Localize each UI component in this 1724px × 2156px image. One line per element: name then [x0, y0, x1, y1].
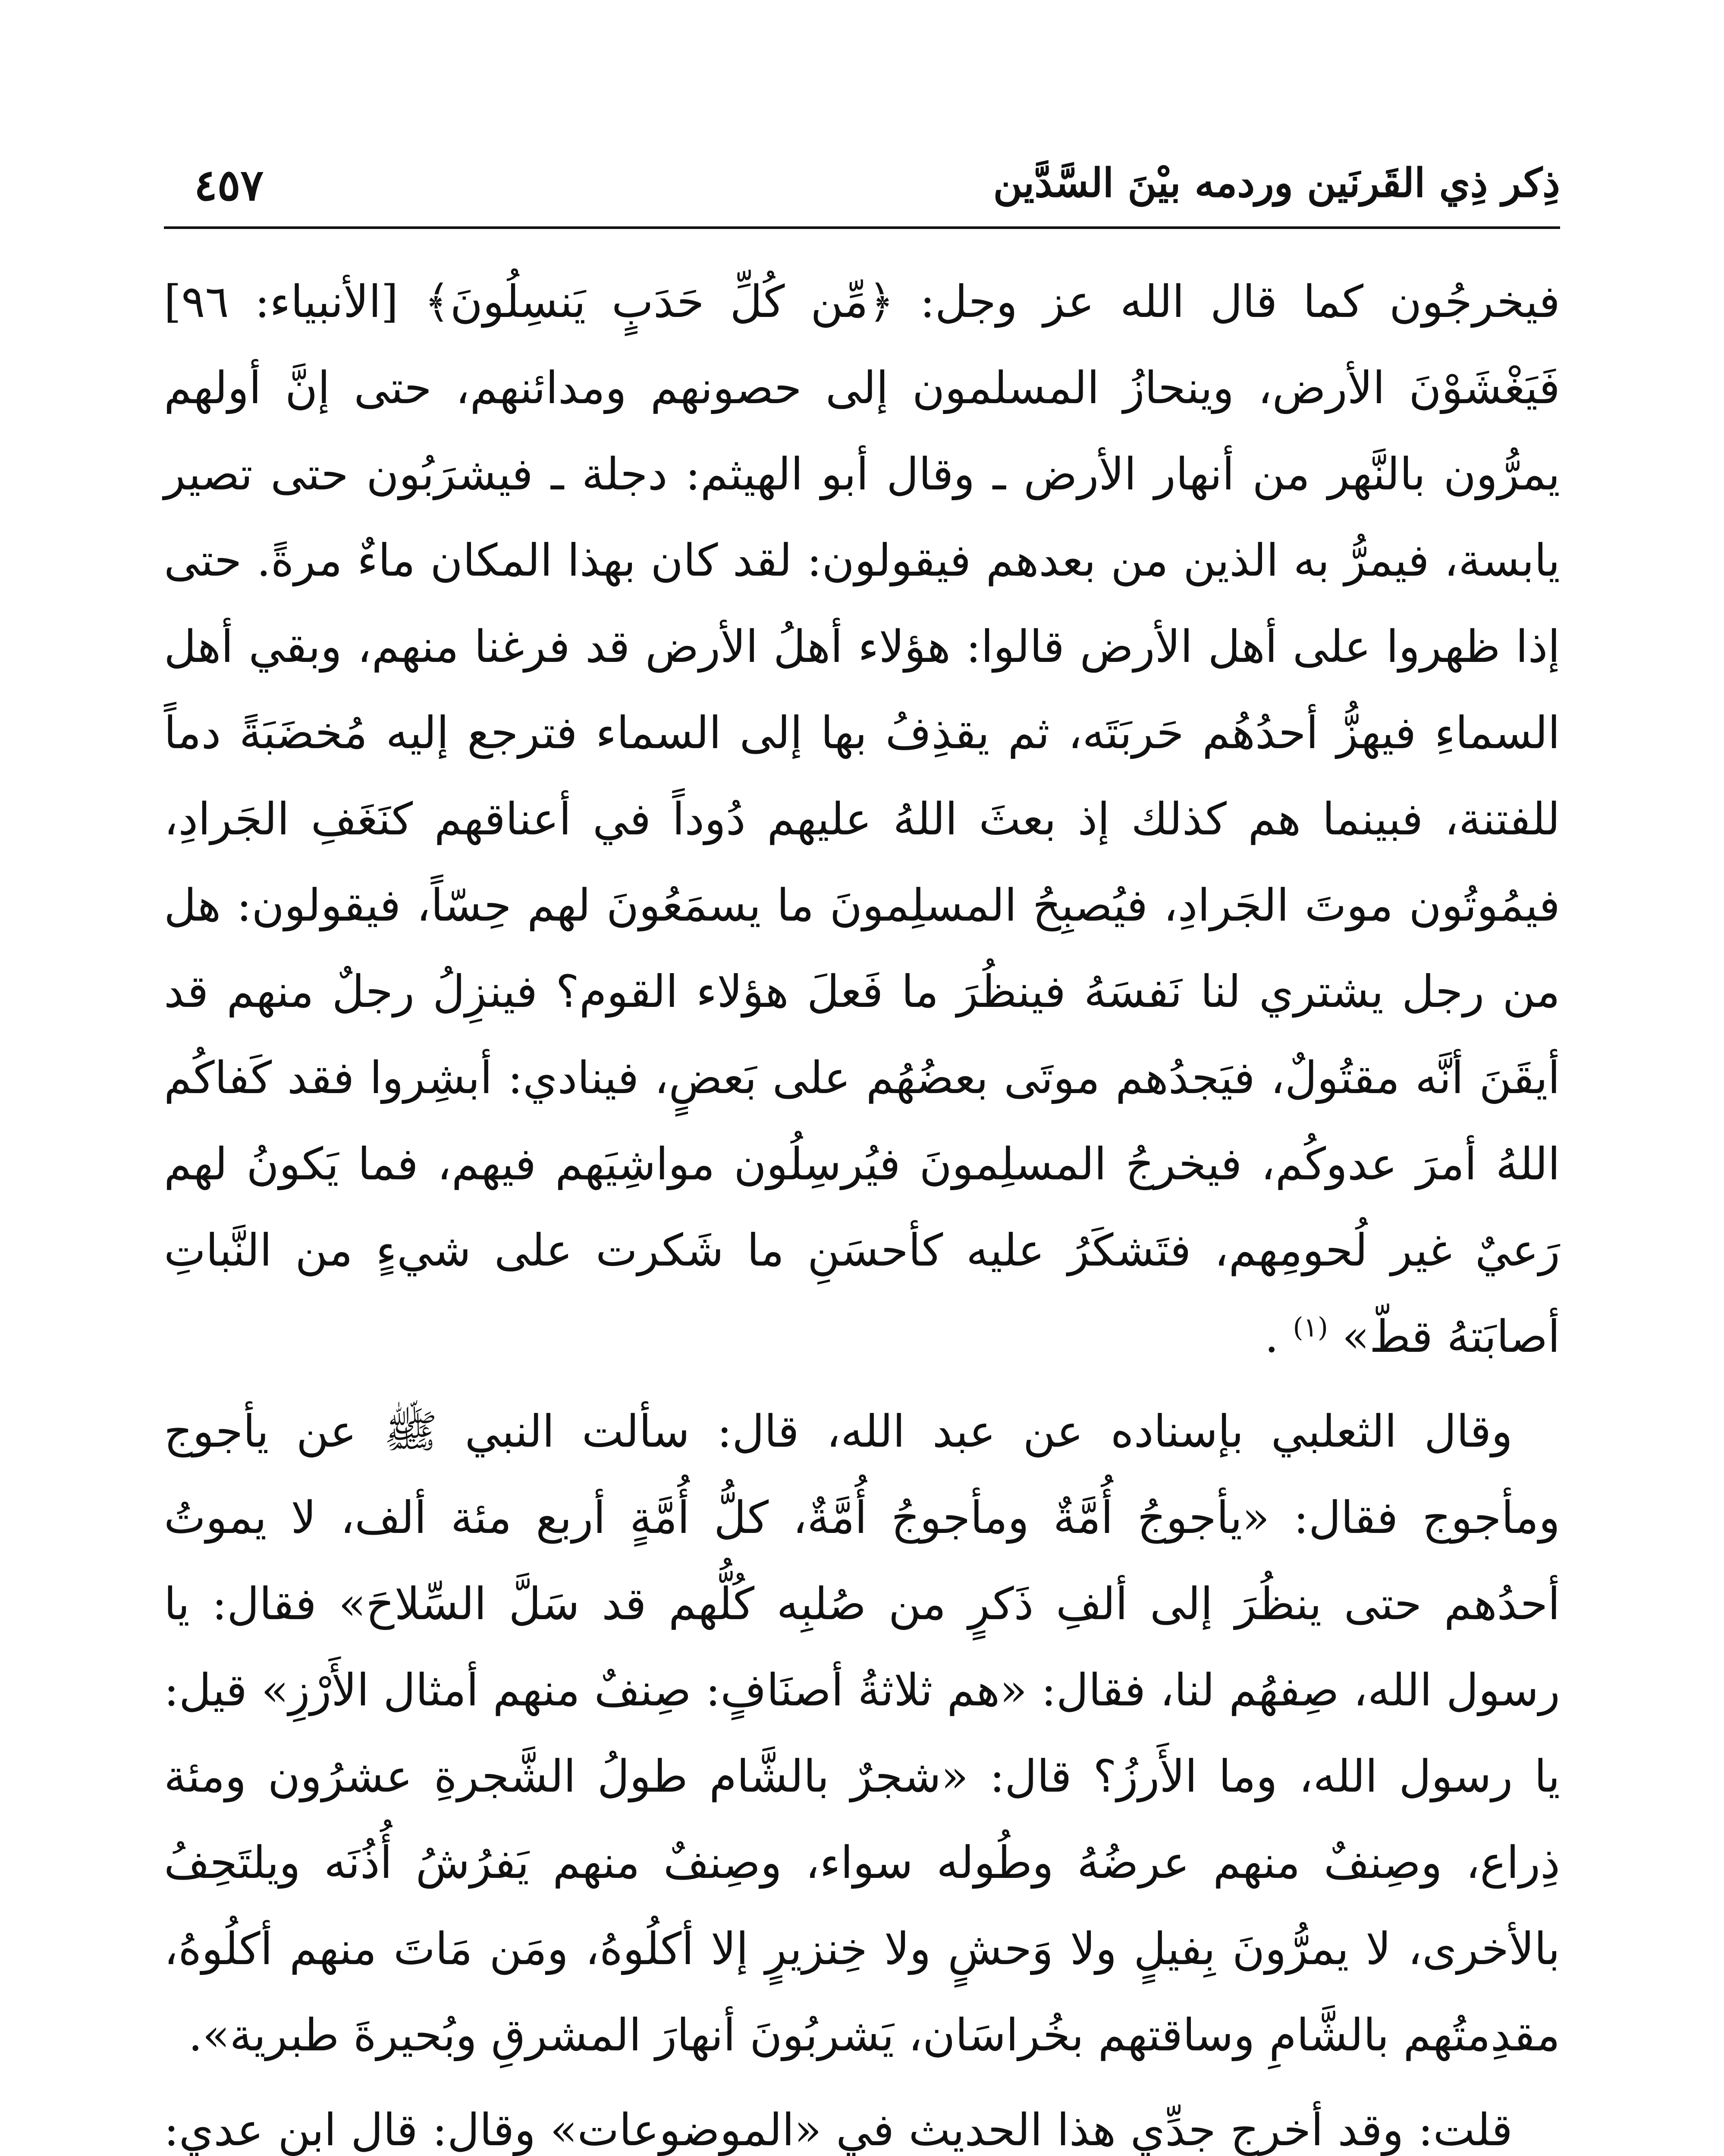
quran-verse: ﴿مِّن كُلِّ حَدَبٍ يَنسِلُونَ﴾	[424, 276, 895, 328]
body-text	[164, 259, 1560, 2156]
header-rule	[164, 226, 1560, 229]
running-title: ذِكر ذِي القَرنَين وردمه بيْنَ السَّدَّين	[993, 160, 1560, 206]
paragraph-1-intro: فيخرجُون كما قال الله عز وجل:	[894, 276, 1561, 328]
footnote-ref-1: (١)	[1293, 1311, 1328, 1343]
paragraph-2: وقال الثعلبي بإسناده عن عبد الله، قال: سألت النبي ﷺ عن يأجوج ومأجوج فقال: «يأجوجُ أُمَّةٌ ومأجوجُ أُمَّةٌ، كلُّ أُمَّةٍ أربع مئة ألف، لا يموتُ أحدُهم حتى ينظُرَ إلى ألفِ ذَكرٍ من صُلبِه كُلُّهم قد سَلَّ السِّلاحَ» فقال: يا رسول الله، صِفهُم لنا، فقال: «هم ثلاثةُ أصنَافٍ: صِنفٌ منهم أمثال الأَرْزِ» قيل: يا رسول الله، وما الأَرزُ؟ قال: «شجرٌ بالشَّام طولُ الشَّجرةِ عشرُون ومئة ذِراع، وصِنفٌ منهم عرضُهُ وطُوله سواء، وصِنفٌ منهم يَفرُشُ أُذُنَه ويلتَحِفُ بالأخرى، لا يمرُّونَ بِفيلٍ ولا وَحشٍ ولا خِنزيرٍ إلا أكلُوهُ، ومَن مَاتَ منهم أكلُوهُ، مقدِمتُهم بالشَّامِ وساقتهم بخُراسَان، يَشربُونَ أنهارَ المشرقِ وبُحيرةَ طبرية».	[164, 1406, 1560, 2061]
page-header	[164, 142, 1560, 229]
paragraph-1-end: .	[1264, 1311, 1279, 1363]
paragraph-1	[164, 259, 1560, 1380]
paragraph-1-text: [الأنبياء: ٩٦] فَيَغْشَوْنَ الأرض، وينحازُ المسلمون إلى حصونهم ومدائنهم، حتى إنَّ أولهم يمرُّون بالنَّهر من أنهار الأرض ـ وقال أبو الهيثم: دجلة ـ فيشرَبُون حتى تصير يابسة، فيمرُّ به الذين من بعدهم فيقولون: لقد كان بهذا المكان ماءٌ مرةً. حتى إذا ظهروا على أهل الأرض قالوا: هؤلاء أهلُ الأرض قد فرغنا منهم، وبقي أهل السماءِ فيهزُّ أحدُهُم حَربَتَه، ثم يقذِفُ بها إلى السماء فترجع إليه مُخضَبَةً دماً للفتنة، فبينما هم كذلك إذ بعثَ اللهُ عليهم دُوداً في أعناقهم كنَغَفِ الجَرادِ، فيمُوتُون موتَ الجَرادِ، فيُصبِحُ المسلِمونَ ما يسمَعُونَ لهم حِسّاً، فيقولون: هل من رجل يشتري لنا نَفسَهُ فينظُرَ ما فَعلَ هؤلاء القوم؟ فينزِلُ رجلٌ منهم قد أيقَنَ أنَّه مقتُولٌ، فيَجدُهم موتَى بعضُهُم على بَعضٍ، فينادي: أبشِروا فقد كَفاكُم اللهُ أمرَ عدوكُم، فيخرجُ المسلِمونَ فيُرسِلُون مواشِيَهم فيهم، فما يَكونُ لهم رَعيٌ غير لُحومِهم، فتَشكَرُ عليه كأحسَنِ ما شَكرت على شيءٍ من النَّباتِ أصابَتهُ قطّ»	[164, 276, 1560, 1363]
paragraph-3-text: قلت: وقد أخرج جدِّي هذا الحديث في «الموضوعات» وقال: قال ابن عدي:	[164, 2104, 1513, 2156]
page-number: ٤٥٧	[194, 160, 264, 210]
paragraph-3	[164, 2087, 1560, 2156]
